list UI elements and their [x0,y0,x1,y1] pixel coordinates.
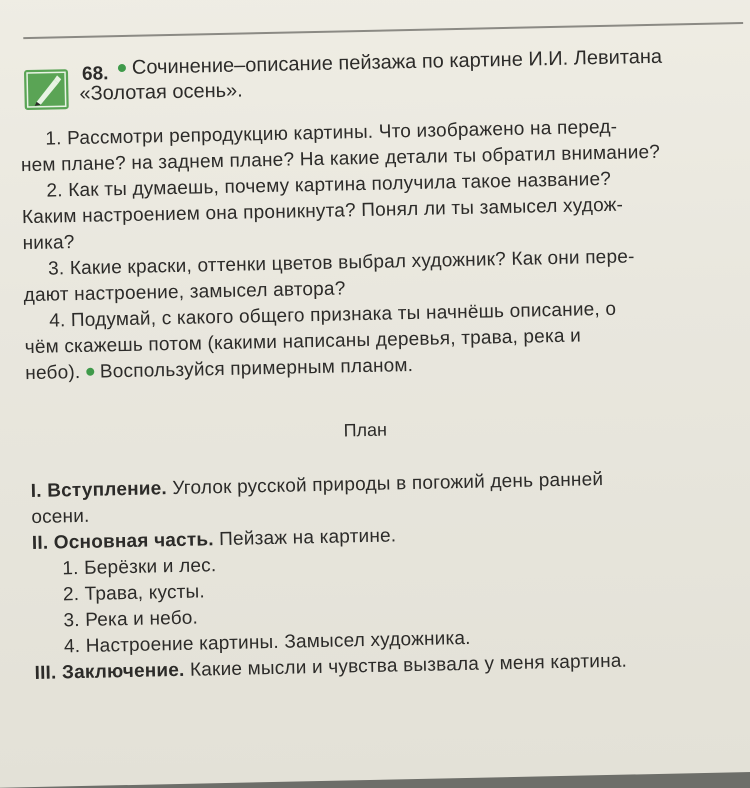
plan-item: 1. Берёзки и лес. [62,555,217,580]
task-line: 4. Подумай, с какого общего признака ты начнёшь описание, о [49,298,617,332]
exercise-title-cont: «Золотая осень». [79,79,243,105]
task-line: ника? [22,232,75,255]
task-line: 1. Рассмотри репродукцию картины. Что изображено на перед- [45,116,618,150]
task-line: нем плане? на заднем плане? На какие детали ты обратил внимание? [20,141,661,177]
task-line: небо). Воспользуйся примерным планом. [25,354,414,385]
header-rule [23,22,743,39]
exercise-number: 68. [81,63,109,85]
plan-item: 4. Настроение картины. Замысел художника. [63,627,471,658]
plan-intro: I. Вступление. Уголок русской природы в погожий день ранней [30,469,604,503]
task-line: 3. Какие краски, оттенки цветов выбрал художник? Как они пере- [47,246,635,280]
plan-intro-cont: осени. [31,505,90,529]
task-line: 2. Как ты думаешь, почему картина получила такое название? [46,168,612,202]
task-line: Каким настроением она проникнута? Понял ли ты замысел худож- [21,194,624,229]
plan-title: План [343,419,388,441]
plan-main: II. Основная часть. Пейзаж на картине. [31,525,397,555]
plan-item: 2. Трава, кусты. [62,581,206,606]
pen-icon [24,69,69,110]
plan-item: 3. Река и небо. [63,607,199,632]
task-line: чём скажешь потом (какими написаны деревья, трава, река и [24,325,582,359]
exercise-title: Сочинение–описание пейзажа по картине И.И. Левитана [118,46,663,80]
plan-conclusion: III. Заключение. Какие мысли и чувства вызвала у меня картина. [34,650,628,684]
bullet-icon [86,368,94,376]
task-line: дают настроение, замысел автора? [23,278,346,307]
bullet-icon [118,64,126,72]
